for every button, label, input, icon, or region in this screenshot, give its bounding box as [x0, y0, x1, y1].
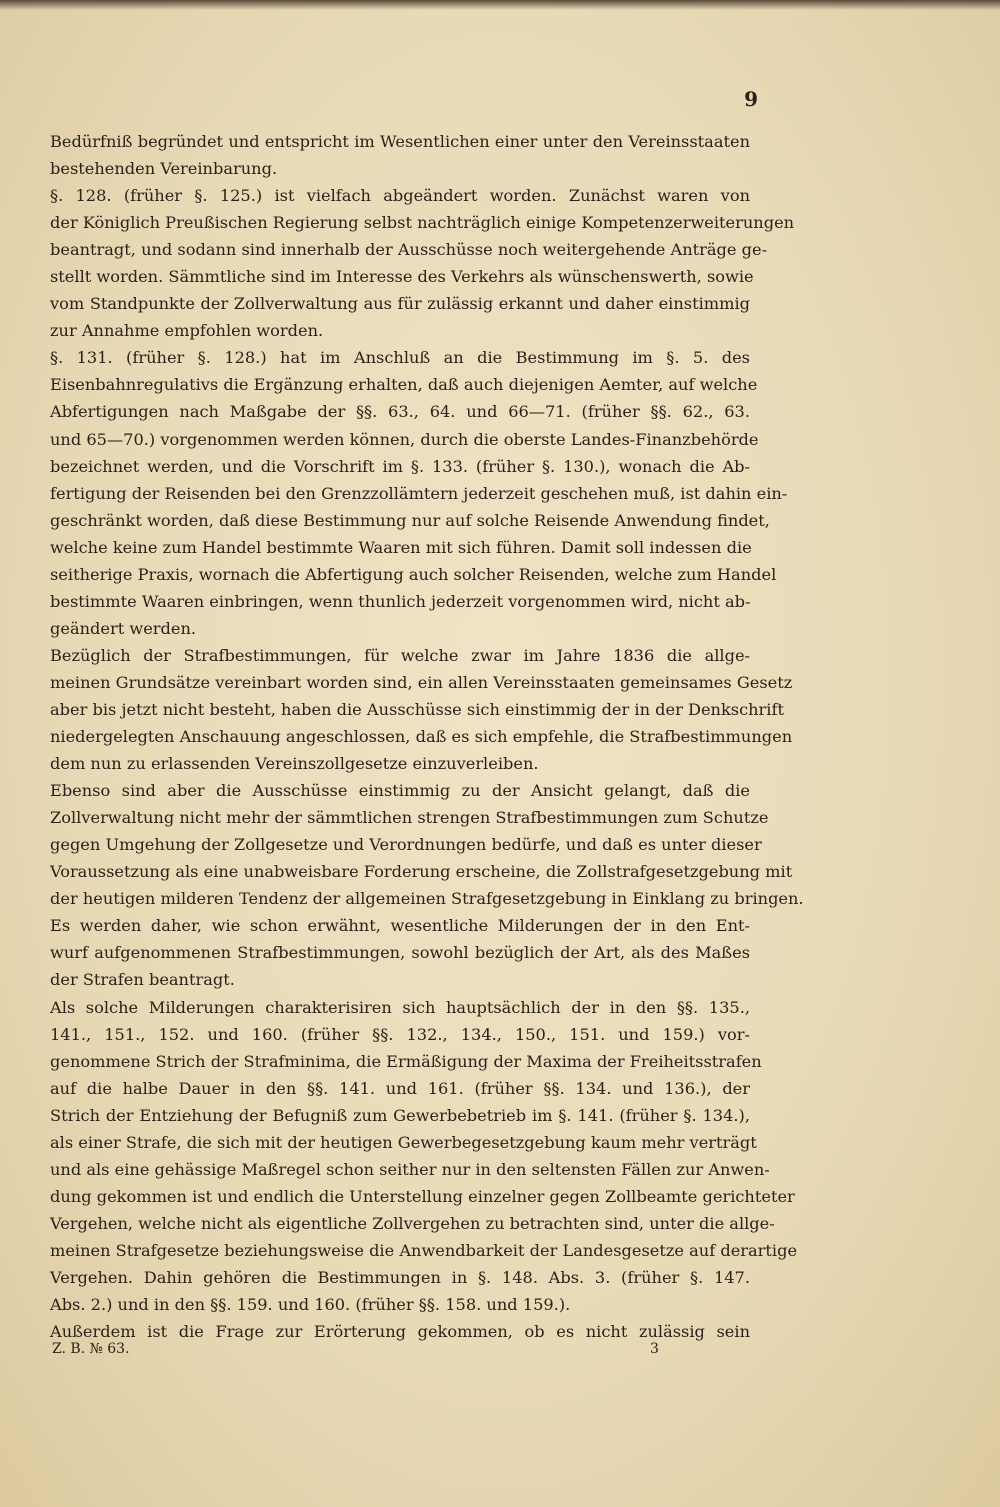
text-line: Abs. 2.) und in den §§. 159. und 160. (früher §§. 158. und 159.).	[50, 1295, 571, 1315]
text-line: Vergehen. Dahin gehören die Bestimmungen in §. 148. Abs. 3. (früher §. 147.	[50, 1267, 750, 1287]
text-line: und 65—70.) vorgenommen werden können, durch die oberste Landes-Finanzbehörde	[50, 429, 759, 449]
text-line: der Strafen beantragt.	[50, 970, 235, 990]
text-line: aber bis jetzt nicht besteht, haben die Ausschüsse sich einstimmig der in der Denkschrift	[50, 699, 784, 719]
text-line: Zollverwaltung nicht mehr der sämmtlichen strengen Strafbestimmungen zum Schutze	[50, 808, 769, 828]
text-line: dem nun zu erlassenden Vereinszollgesetze einzuverleiben.	[50, 754, 539, 774]
footer-sheet-number: 3	[650, 1341, 659, 1357]
text-line: als einer Strafe, die sich mit der heutigen Gewerbegesetzgebung kaum mehr verträgt	[50, 1132, 757, 1152]
text-line: welche keine zum Handel bestimmte Waaren mit sich führen. Damit soll indessen die	[50, 537, 752, 557]
text-line: und als eine gehässige Maßregel schon seither nur in den seltensten Fällen zur Anwen-	[50, 1159, 770, 1179]
text-line: der Königlich Preußischen Regierung selbst nachträglich einige Kompetenzerweiterungen	[50, 213, 795, 233]
page-edge-shadow	[0, 0, 1000, 10]
text-line: Bedürfniß begründet und entspricht im Wesentlichen einer unter den Vereinsstaaten	[50, 132, 750, 151]
text-line: Es werden daher, wie schon erwähnt, wesentliche Milderungen der in den Ent-	[50, 916, 750, 936]
text-line: genommene Strich der Strafminima, die Ermäßigung der Maxima der Freiheitsstrafen	[50, 1051, 762, 1071]
text-line: Ebenso sind aber die Ausschüsse einstimmig zu der Ansicht gelangt, daß die	[50, 781, 750, 801]
text-line: bestehenden Vereinbarung.	[50, 159, 278, 179]
text-line: meinen Strafgesetze beziehungsweise die Anwendbarkeit der Landesgesetze auf derartige	[50, 1240, 798, 1260]
text-line: §. 128. (früher §. 125.) ist vielfach abgeändert worden. Zunächst waren von	[50, 186, 750, 206]
text-line: bestimmte Waaren einbringen, wenn thunlich jederzeit vorgenommen wird, nicht ab-	[50, 591, 751, 611]
text-line: niedergelegten Anschauung angeschlossen, daß es sich empfehle, die Strafbestimmungen	[50, 727, 793, 747]
text-line: geschränkt worden, daß diese Bestimmung nur auf solche Reisende Anwendung findet,	[50, 510, 770, 530]
text-line: fertigung der Reisenden bei den Grenzzollämtern jederzeit geschehen muß, ist dahin ein-	[50, 483, 788, 503]
text-line: zur Annahme empfohlen worden.	[50, 321, 324, 341]
text-line: Strich der Entziehung der Befugniß zum Gewerbebetrieb im §. 141. (früher §. 134.),	[50, 1105, 750, 1125]
text-line: Bezüglich der Strafbestimmungen, für welche zwar im Jahre 1836 die allge-	[50, 645, 750, 665]
text-line: Vergehen, welche nicht als eigentliche Zollvergehen zu betrachten sind, unter die allge-	[50, 1213, 775, 1233]
text-line: dung gekommen ist und endlich die Unterstellung einzelner gegen Zollbeamte gerichteter	[50, 1186, 795, 1206]
text-line: beantragt, und sodann sind innerhalb der Ausschüsse noch weitergehende Anträge ge-	[50, 240, 768, 260]
text-line: seitherige Praxis, wornach die Abfertigung auch solcher Reisenden, welche zum Handel	[50, 564, 777, 584]
text-line: Voraussetzung als eine unabweisbare Forderung erscheine, die Zollstrafgesetzgebung mit	[50, 862, 793, 882]
text-line: Abfertigungen nach Maßgabe der §§. 63., 64. und 66—71. (früher §§. 62., 63.	[50, 402, 750, 422]
text-line: auf die halbe Dauer in den §§. 141. und 161. (früher §§. 134. und 136.), der	[50, 1078, 750, 1098]
text-line: stellt worden. Sämmtliche sind im Interesse des Verkehrs als wünschenswerth, sowie	[50, 267, 754, 287]
text-line: 141., 151., 152. und 160. (früher §§. 132., 134., 150., 151. und 159.) vor-	[50, 1024, 750, 1044]
text-line: meinen Grundsätze vereinbart worden sind, ein allen Vereinsstaaten gemeinsames Gesetz	[50, 672, 793, 692]
footer-signature: Z. B. № 63.	[52, 1341, 130, 1357]
text-line: gegen Umgehung der Zollgesetze und Verordnungen bedürfe, und daß es unter dieser	[50, 835, 762, 855]
text-line: wurf aufgenommenen Strafbestimmungen, sowohl bezüglich der Art, als des Maßes	[50, 943, 750, 963]
text-line: Außerdem ist die Frage zur Erörterung gekommen, ob es nicht zulässig sein	[50, 1322, 750, 1342]
page-footer	[50, 1336, 750, 1362]
text-line: der heutigen milderen Tendenz der allgemeinen Strafgesetzgebung in Einklang zu bringen.	[50, 889, 804, 909]
text-line: vom Standpunkte der Zollverwaltung aus für zulässig erkannt und daher einstimmig	[50, 294, 750, 314]
text-line: geändert werden.	[50, 618, 197, 638]
page-number: 9	[744, 87, 758, 111]
body-text	[50, 128, 804, 1345]
text-line: Eisenbahnregulativs die Ergänzung erhalten, daß auch diejenigen Aemter, auf welche	[50, 375, 758, 395]
text-line: bezeichnet werden, und die Vorschrift im §. 133. (früher §. 130.), wonach die Ab-	[50, 456, 750, 476]
text-line: §. 131. (früher §. 128.) hat im Anschluß an die Bestimmung im §. 5. des	[50, 348, 750, 368]
text-line: Als solche Milderungen charakterisiren sich hauptsächlich der in den §§. 135.,	[50, 997, 750, 1017]
